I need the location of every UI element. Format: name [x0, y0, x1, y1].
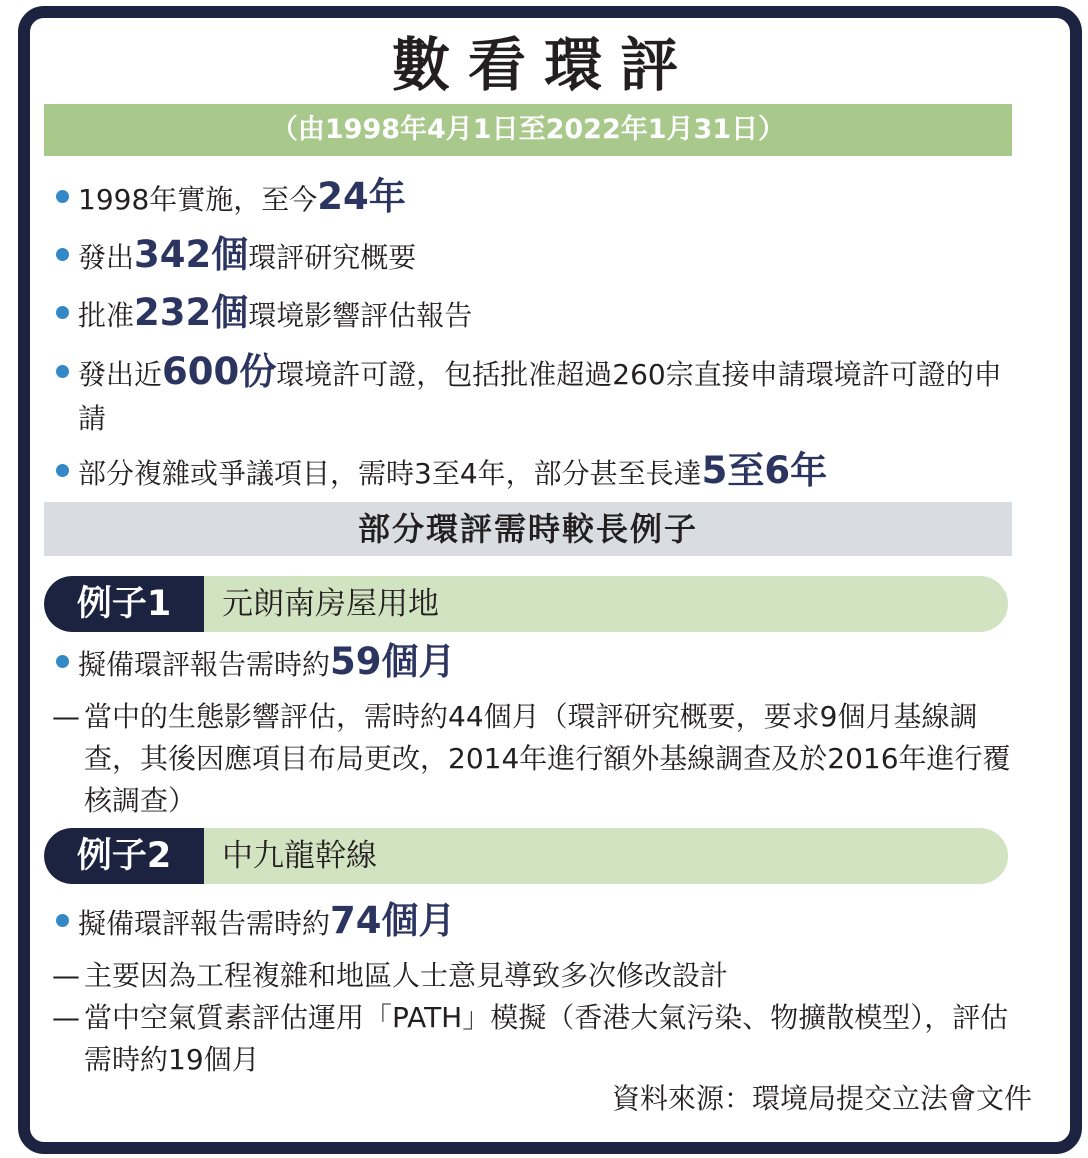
fact-item: 發出近600份環境許可證，包括批准超過260宗直接申請環境許可證的申請: [52, 350, 1018, 441]
example-tag: 例子1: [44, 576, 204, 632]
bullet-dot-icon: [56, 190, 69, 203]
example-header: [44, 828, 1008, 884]
bullet-dot-icon: [56, 248, 69, 261]
fact-highlight: 5至6年: [701, 449, 828, 492]
example-duration: 擬備環評報告需時約74個月: [52, 899, 1018, 946]
dash-mark: —: [52, 700, 80, 733]
dash-mark: —: [52, 959, 80, 992]
infographic-title: 數看環評: [391, 31, 696, 99]
source-note: 資料來源：環境局提交立法會文件: [611, 1082, 1032, 1115]
example-note: — 主要因為工程複雜和地區人士意見導致多次修改設計: [52, 955, 1018, 997]
duration-highlight: 74個月: [330, 899, 456, 942]
fact-item: 批准232個環境影響評估報告: [52, 291, 1018, 338]
date-range-bar: （由1998年4月1日至2022年1月31日）: [44, 104, 1012, 156]
section-heading: 部分環評需時較長例子: [44, 502, 1012, 556]
bullet-dot-icon: [56, 914, 69, 927]
bullet-dot-icon: [56, 655, 69, 668]
example-name: 元朗南房屋用地: [222, 586, 439, 622]
example-note: — 當中的生態影響評估，需時約44個月（環評研究概要，要求9個月基線調查，其後因應項目布局更改，2014年進行額外基線調查及於2016年進行覆核調查）: [52, 696, 1018, 822]
fact-item: 部分複雜或爭議項目，需時3至4年，部分甚至長達5至6年: [52, 449, 1018, 496]
duration-highlight: 59個月: [330, 640, 456, 683]
fact-highlight: 24年: [317, 175, 406, 218]
example-note: — 當中空氣質素評估運用「PATH」模擬（香港大氣污染、物擴散模型），評估需時約19個月: [52, 997, 1018, 1081]
dash-mark: —: [52, 1001, 80, 1034]
example-header: [44, 576, 1008, 632]
fact-highlight: 342個: [134, 233, 249, 276]
fact-highlight: 600份: [162, 350, 277, 393]
fact-item: 1998年實施，至今24年: [52, 175, 1018, 222]
example-tag: 例子2: [44, 828, 204, 884]
example-duration: 擬備環評報告需時約59個月: [52, 640, 1018, 687]
example-name: 中九龍幹線: [222, 838, 377, 874]
fact-item: 發出342個環評研究概要: [52, 233, 1018, 280]
fact-highlight: 232個: [134, 291, 249, 334]
bullet-dot-icon: [56, 306, 69, 319]
bullet-dot-icon: [56, 365, 69, 378]
bullet-dot-icon: [56, 464, 69, 477]
